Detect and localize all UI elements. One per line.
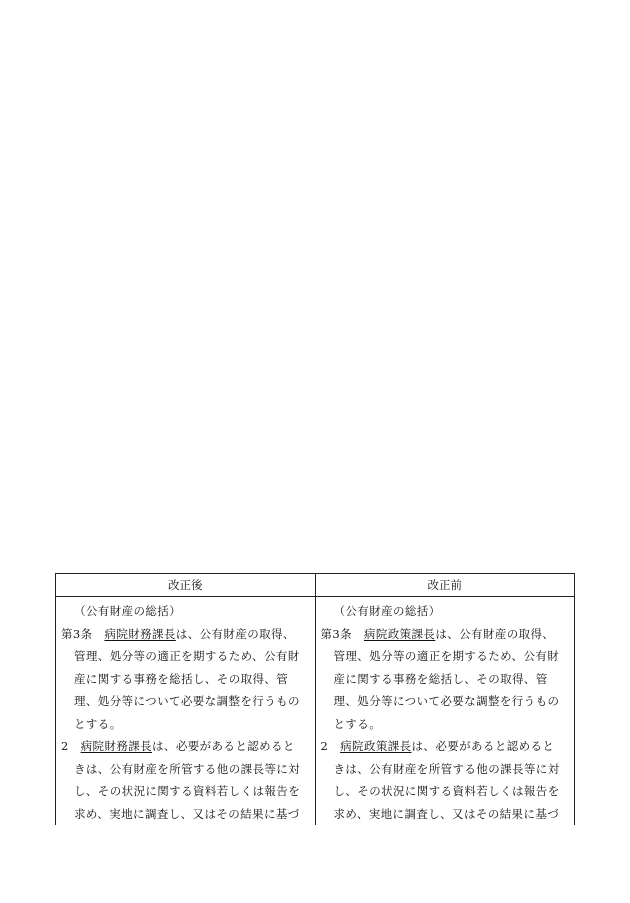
paragraph-line: し、その状況に関する資料若しくは報告を [333,784,560,798]
original-title: 病院政策課長 [340,739,412,753]
article-line: とする。 [74,716,122,731]
paragraph-line: 求め、実地に調査し、又はその結果に基づ [74,806,300,821]
article-line: 理、処分等について必要な調整を行うもの [74,694,300,708]
paragraph-number: 2 [61,739,81,753]
paragraph-line: きは、公有財産を所管する他の課長等に対 [333,761,560,776]
column-before [315,597,575,826]
article-text: は、公有財産の取得、 [435,626,555,641]
article-line: 管理、処分等の適正を期するため、公有財 [74,649,300,663]
paragraph-line: 求め、実地に調査し、又はその結果に基づ [333,806,560,821]
header-before: 改正前 [315,574,575,597]
header-after: 改正後 [56,574,316,597]
article-line: 理、処分等について必要な調整を行うもの [333,694,560,708]
article-text: は、公有財産の取得、 [175,626,295,641]
article-line: 産に関する事務を総括し、その取得、管 [74,671,289,686]
article-number: 第3条 [61,626,105,641]
original-title: 病院政策課長 [363,626,436,641]
article-3-first-line [321,623,571,646]
article-line: 産に関する事務を総括し、その取得、管 [333,671,548,686]
article-line: とする。 [333,716,382,731]
paragraph-2-first-line [61,735,311,758]
article-line: 管理、処分等の適正を期するため、公有財 [333,649,560,663]
paragraph-2-first-line [321,735,571,758]
paragraph-line: し、その状況に関する資料若しくは報告を [74,784,301,798]
amendment-comparison-table [55,573,575,825]
article-number: 第3条 [320,626,364,641]
paragraph-text: は、必要があると認めると [152,739,295,753]
paragraph-line: きは、公有財産を所管する他の課長等に対 [74,761,301,776]
amended-title: 病院財務課長 [104,626,176,641]
paragraph-number: 2 [320,739,341,753]
article-caption: （公有財産の総括） [333,604,441,618]
paragraph-text: は、必要があると認めると [411,739,555,753]
amended-title: 病院財務課長 [80,739,153,753]
table-header-row [56,574,575,597]
table-body-row [56,597,575,826]
column-after [56,597,316,826]
article-3-first-line [61,623,311,646]
article-caption: （公有財産の総括） [74,604,182,618]
